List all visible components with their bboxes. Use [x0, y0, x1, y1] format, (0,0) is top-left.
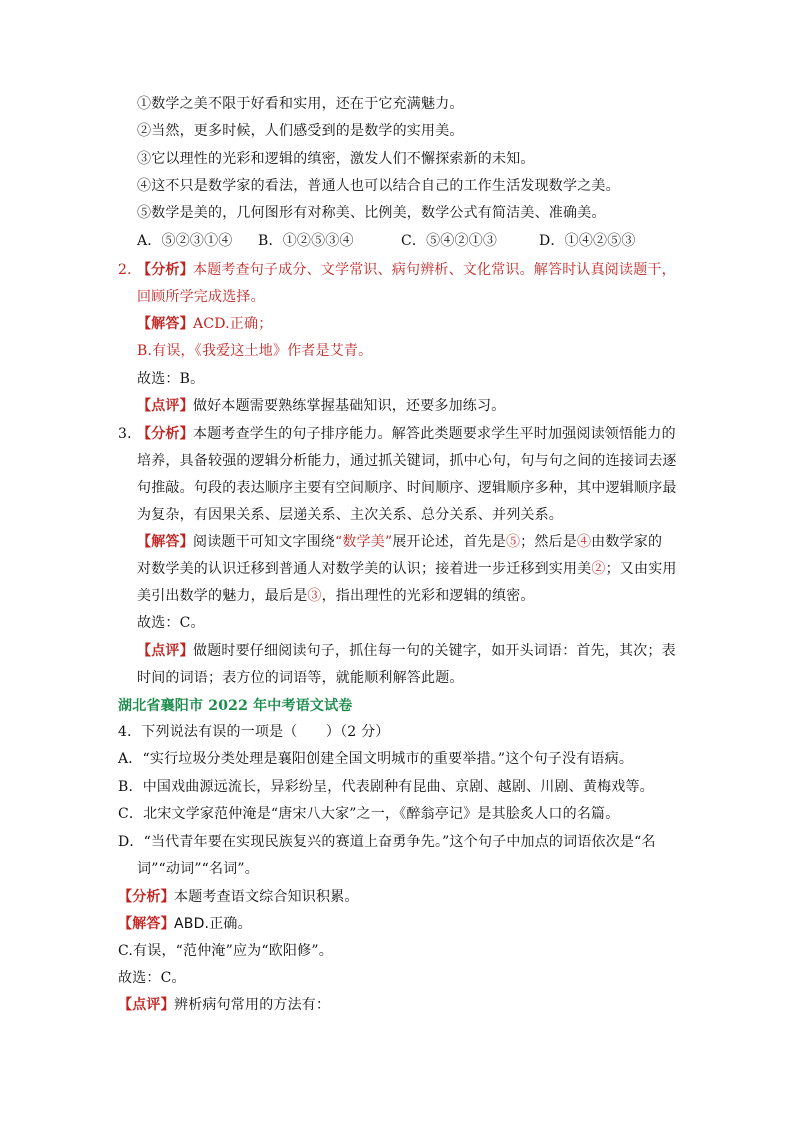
section-title: 湖北省襄阳市 2022 年中考语文试卷	[118, 698, 353, 714]
q2-analysis-line-2: 回顾所学完成选择。	[137, 289, 265, 305]
q4-option-b: B．中国戏曲源远流长，异彩纷呈，代表剧种有昆曲、京剧、越剧、川剧、黄梅戏等。	[118, 779, 654, 795]
q3-answer-tag: 【解答】	[137, 534, 194, 550]
q4-option-d-line-2: 词”“动词”“名词”。	[137, 861, 259, 877]
q3-choice: 故选：C。	[137, 615, 205, 631]
q1-option-c: C．⑤④②①③	[401, 233, 498, 249]
q3-analysis-line-4: 为复杂，有因果关系、层递关系、主次关系、总分关系、并列关系。	[137, 507, 563, 523]
q4-analysis-tag: 【分析】	[118, 889, 175, 905]
q4-comment-tag: 【点评】	[118, 997, 175, 1013]
q3-analysis-tag: 【分析】	[137, 426, 194, 442]
q4-analysis: 【分析】 本题考查语文综合知识积累。	[0, 883, 794, 911]
q2-analysis-tag: 【分析】	[137, 262, 194, 278]
q2-number: 2．	[118, 262, 142, 278]
q2-choice: 故选：B。	[137, 371, 205, 387]
q4-choice: 故选：C。	[118, 970, 186, 986]
q2-answer-line-2: B.有误，《我爱这土地》作者是艾青。	[137, 343, 373, 359]
q2-answer-line-1: 【解答】 ACD.正确；	[0, 310, 794, 338]
q3-answer-line-1: 【解答】 阅读题干可知文字围绕“数学美”展开论述，首先是⑤；然后是④由数学家的	[0, 528, 794, 556]
q3-answer-line-2: 对数学美的认识迁移到普通人对数学美的认识；接着进一步迁移到实用美②；又由实用	[137, 561, 677, 577]
q4-answer-line-1: 【解答】 ABD.正确。	[0, 910, 794, 938]
q3-comment-line-1: 【点评】 做题时要仔细阅读句子，抓住每一句的关键字，如开头词语：首先，其次；表	[0, 637, 794, 665]
q1-item-2: ②当然，更多时候，人们感受到的是数学的实用美。	[137, 123, 464, 139]
q3-analysis-line-3: 句推敲。句段的表达顺序主要有空间顺序、时间顺序、逻辑顺序多种，其中逻辑顺序最	[137, 480, 677, 496]
q4-option-d-line-1: D．“当代青年要在实现民族复兴的赛道上奋勇争先。”这个句子中加点的词语依次是“名	[118, 834, 656, 850]
q3-comment-tag: 【点评】	[137, 643, 194, 659]
q1-option-d: D．①④②⑤③	[539, 233, 636, 249]
q3-analysis-line-1: 3． 【分析】 本题考查学生的句子排序能力。解答此类题要求学生平时加强阅读领悟能力的	[0, 420, 794, 448]
q2-analysis-line-1: 2． 【分析】 本题考查句子成分、文学常识、病句辨析、文化常识。解答时认真阅读题干，	[0, 256, 794, 284]
q1-options	[0, 227, 794, 255]
q1-item-3: ③它以理性的光彩和逻辑的缜密，激发人们不懈探索新的未知。	[137, 151, 535, 167]
q1-item-5: ⑤数学是美的，几何图形有对称美、比例美，数学公式有简洁美、准确美。	[137, 205, 606, 221]
q2-comment: 【点评】 做好本题需要熟练掌握基础知识，还要多加练习。	[0, 392, 794, 420]
q2-comment-tag: 【点评】	[137, 398, 194, 414]
q3-number: 3．	[118, 426, 142, 442]
q3-answer-line-3: 美引出数学的魅力，最后是③，指出理性的光彩和逻辑的缜密。	[137, 588, 535, 604]
q4-answer-tag: 【解答】	[118, 916, 175, 932]
q1-option-b: B．①②⑤③④	[258, 233, 354, 249]
q1-option-a: A．⑤②③①④	[137, 233, 233, 249]
q3-comment-line-2: 时间的词语；表方位的词语等，就能顺利解答此题。	[137, 670, 464, 686]
q4-stem: 4．下列说法有误的一项是（ ）（2 分）	[118, 724, 390, 740]
q1-item-4: ④这不只是数学家的看法，普通人也可以结合自己的工作生活发现数学之美。	[137, 178, 620, 194]
q4-option-c: C．北宋文学家范仲淹是“唐宋八大家”之一，《醉翁亭记》是其脍炙人口的名篇。	[118, 806, 620, 822]
q2-answer-tag: 【解答】	[137, 316, 194, 332]
q3-analysis-line-2: 培养，具备较强的逻辑分析能力，通过抓关键词，抓中心句，句与句之间的连接词去逐	[137, 453, 677, 469]
q1-item-1: ①数学之美不限于好看和实用，还在于它充满魅力。	[137, 96, 464, 112]
q4-option-a: A．“实行垃圾分类处理是襄阳创建全国文明城市的重要举措。”这个句子没有语病。	[118, 751, 634, 767]
q4-answer-line-2: C.有误，“范仲淹”应为“欧阳修”。	[118, 943, 333, 959]
q4-comment: 【点评】 辨析病句常用的方法有：	[0, 991, 794, 1019]
